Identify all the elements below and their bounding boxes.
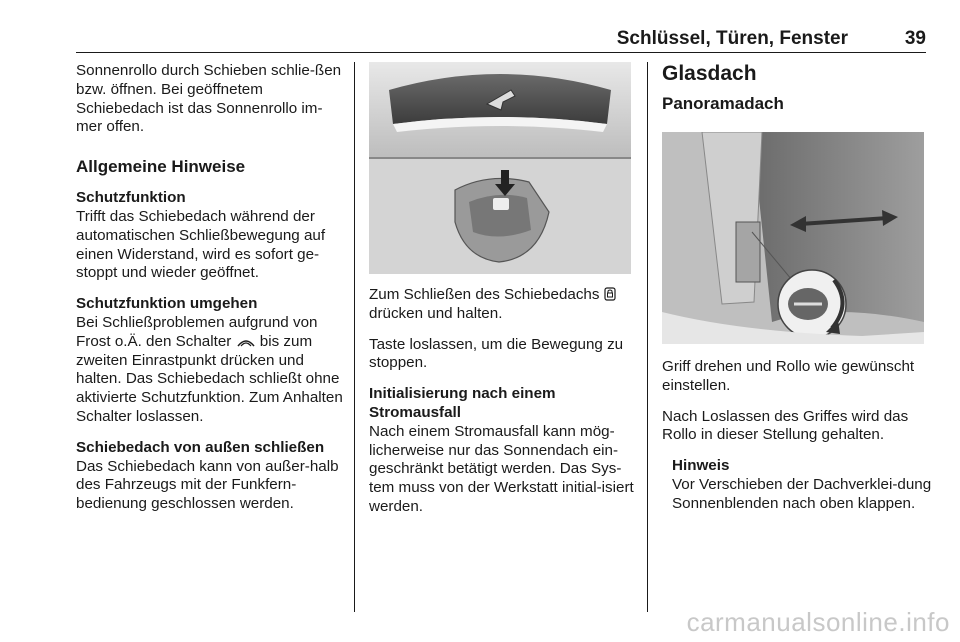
note-block bbox=[662, 457, 932, 513]
init-text: Nach einem Stromausfall kann mög-licherweise nur das Sonnendach ein-geschränkt betätigt werden. Das Sys-tem muss von der Werkstatt initial-isiert werden. bbox=[369, 422, 634, 515]
key-lock-icon bbox=[604, 287, 616, 301]
column-middle bbox=[369, 62, 637, 529]
watermark: carmanualsonline.info bbox=[686, 607, 950, 637]
column-left bbox=[76, 62, 344, 526]
column-divider bbox=[354, 62, 355, 612]
general-notes-heading: Allgemeine Hinweise bbox=[76, 157, 246, 177]
glass-roof-heading: Glasdach bbox=[662, 62, 757, 85]
note-title: Hinweis bbox=[672, 457, 730, 475]
remote-close-title: Schiebedach von außen schließen bbox=[76, 438, 325, 456]
protection-title: Schutzfunktion bbox=[76, 189, 186, 207]
init-section bbox=[369, 385, 637, 517]
protection-section bbox=[76, 189, 344, 283]
bypass-title: Schutzfunktion umgehen bbox=[76, 295, 258, 313]
rotary-handle-detail bbox=[778, 270, 846, 338]
panorama-roof-illustration bbox=[662, 132, 924, 344]
page-header bbox=[76, 28, 926, 53]
page-number: 39 bbox=[904, 28, 926, 49]
hold-info: Nach Loslassen des Griffes wird das Rollo in dieser Stellung gehalten. bbox=[662, 407, 909, 444]
protection-text: Trifft das Schiebedach während der automatischen Schließbewegung auf einen Widerstand, wird es sofort ge-stoppt und wieder geöffnet. bbox=[76, 207, 326, 282]
release-instruction: Taste loslassen, um die Bewegung zu stoppen. bbox=[369, 335, 624, 372]
sunroof-switch-icon bbox=[236, 336, 256, 348]
bypass-text-a: Bei Schließproblemen aufgrund von Frost o.Ä. den Schalter bbox=[76, 313, 318, 350]
panorama-roof-heading: Panoramadach bbox=[662, 94, 784, 113]
note-text: Vor Verschieben der Dachverklei-dung Sonnenblenden nach oben klappen. bbox=[672, 475, 932, 512]
section-title: Schlüssel, Türen, Fenster bbox=[616, 28, 848, 49]
remote-close-text: Das Schiebedach kann von außer-halb des Fahrzeugs mit der Funkfern-bedienung geschlossen werden. bbox=[76, 457, 339, 513]
remote-close-section bbox=[76, 439, 344, 514]
sunroof-key-illustration bbox=[369, 62, 631, 274]
bypass-section bbox=[76, 295, 344, 427]
rotate-instruction: Griff drehen und Rollo wie gewünscht einstellen. bbox=[662, 358, 915, 394]
init-title: Initialisierung nach einem Stromausfall bbox=[369, 385, 556, 421]
panorama-roof-figure bbox=[662, 132, 924, 344]
column-divider bbox=[647, 62, 648, 612]
close-instruction: Zum Schließen des Schiebedachs drücken und halten. bbox=[369, 286, 637, 324]
intro-paragraph: Sonnenrollo durch Schieben schlie-ßen bzw. öffnen. Bei geöffnetem Schiebedach ist das Sonnenrollo im-mer offen. bbox=[76, 62, 342, 136]
sunroof-key-figure bbox=[369, 62, 631, 274]
bypass-text-b: bis zum zweiten Einrastpunkt drücken und halten. Das Schiebedach schließt ohne aktivierte Schutzfunktion. Zum Anhalten Schalter loslassen. bbox=[76, 332, 343, 425]
column-right bbox=[662, 62, 932, 514]
